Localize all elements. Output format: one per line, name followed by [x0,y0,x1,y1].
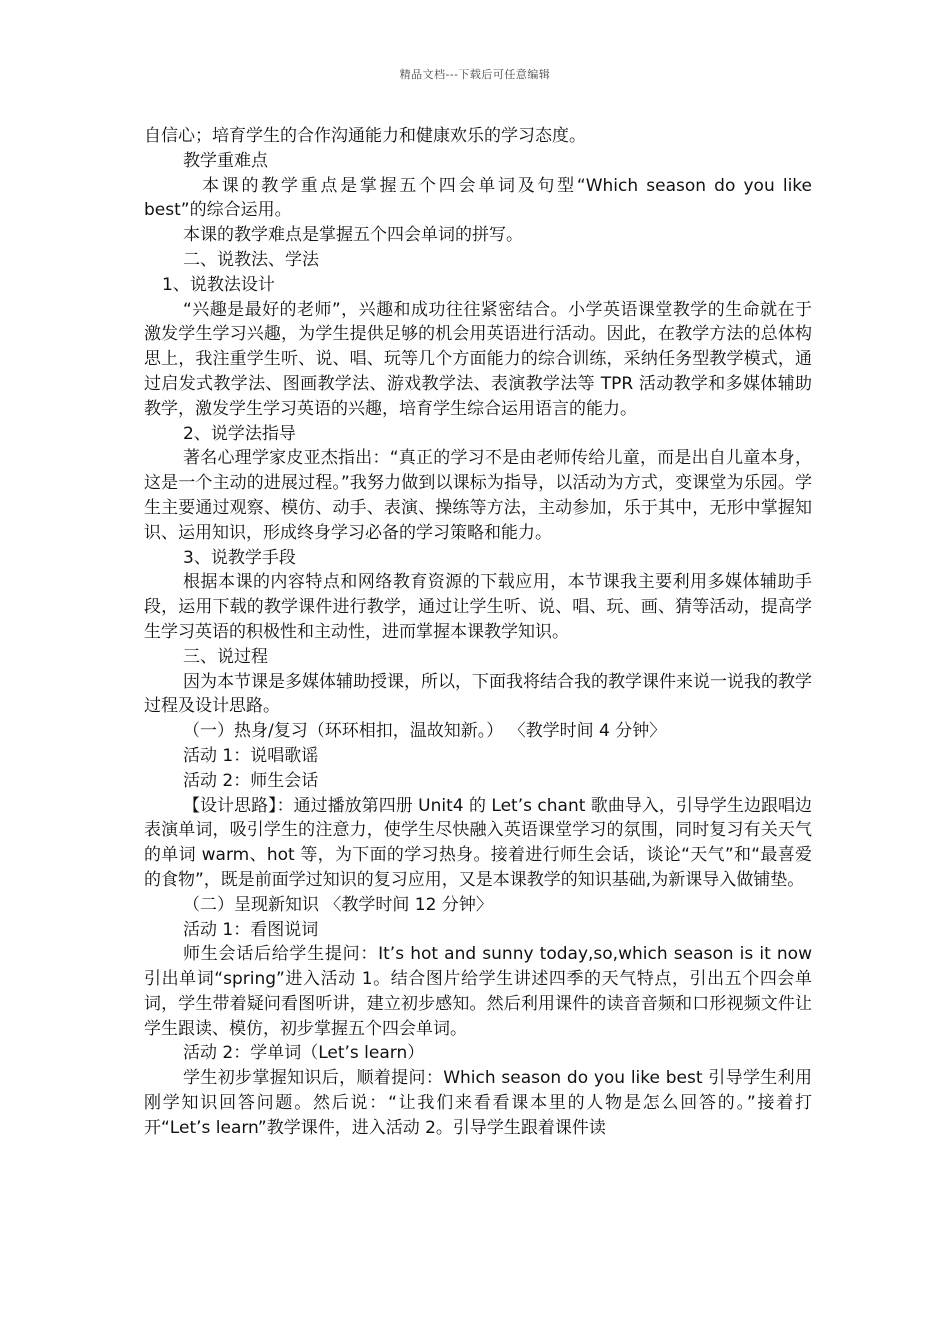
paragraph: 活动 1：说唱歌谣 [183,745,319,766]
paragraph: 活动 2：学单词（Let’s learn） [183,1043,425,1064]
paragraph: 师生会话后给学生提问：It’s hot and sunny today,so,which season is it now 引出单词“spring”进入活动 1。结合图片给学生讲述四季的天气特点，引出五个四会单词，学生带着疑问看图听讲，建立初步感知。然后利用课件的读音音频和口形视频文件让学生跟读、模仿，初步掌握五个四会单词。 [144,944,812,1039]
paragraph: 活动 1：看图说词 [183,919,319,940]
paragraph: 自信心；培育学生的合作沟通能力和健康欢乐的学习态度。 [144,126,586,146]
paragraph: 三、说过程 [183,646,268,667]
paragraph: 教学重难点 [183,150,268,171]
paragraph: （一）热身/复习（环环相扣，温故知新。） 〈教学时间 4 分钟〉 [183,721,667,742]
paragraph: （二）呈现新知识 〈教学时间 12 分钟〉 [183,894,493,915]
paragraph: 2、说学法指导 [183,423,296,444]
paragraph: 本课的教学难点是掌握五个四会单词的拼写。 [183,225,523,246]
paragraph: 二、说教法、学法 [183,249,319,270]
paragraph: 本课的教学重点是掌握五个四会单词及句型“Which season do you like best”的综合运用。 [144,175,812,221]
paragraph: 活动 2：师生会话 [183,770,319,791]
paragraph: 【设计思路】：通过播放第四册 Unit4 的 Let’s chant 歌曲导入，引导学生边跟唱边表演单词，吸引学生的注意力，使学生尽快融入英语课堂学习的氛围，同时复习有关天气的单词 warm、hot 等，为下面的学习热身。接着进行师生会话，谈论“天气”和“最喜爱的食物”，既是前面学过知识的复习应用，又是本课教学的知识基础,为新课导入做铺垫。 [144,795,812,890]
paragraph: 学生初步掌握知识后，顺着提问：Which season do you like best 引导学生利用刚学知识回答问题。然后说：“让我们来看看课本里的人物是怎么回答的。”接着打开“Let’s learn”教学课件，进入活动 2。引导学生跟着课件读 [144,1068,812,1138]
paragraph: 根据本课的内容特点和网络教育资源的下载应用，本节课我主要利用多媒体辅助手段，运用下载的教学课件进行教学，通过让学生听、说、唱、玩、画、猜等活动，提高学生学习英语的积极性和主动性，进而掌握本课教学知识。 [144,572,812,642]
document-body [144,124,812,1141]
paragraph: 因为本节课是多媒体辅助授课，所以，下面我将结合我的教学课件来说一说我的教学过程及设计思路。 [144,671,812,717]
paragraph: 著名心理学家皮亚杰指出：“真正的学习不是由老师传给儿童，而是出自儿童本身，这是一个主动的进展过程。”我努力做到以课标为指导，以活动为方式，变课堂为乐园。学生主要通过观察、模仿、动手、表演、操练等方法，主动参加，乐于其中，无形中掌握知识、运用知识，形成终身学习必备的学习策略和能力。 [144,448,812,543]
page-header: 精品文档---下载后可任意编辑 [399,68,551,81]
paragraph: 3、说教学手段 [183,547,296,568]
paragraph: 1、说教法设计 [162,274,275,295]
paragraph: “兴趣是最好的老师”，兴趣和成功往往紧密结合。小学英语课堂教学的生命就在于激发学生学习兴趣，为学生提供足够的机会用英语进行活动。因此，在教学方法的总体构思上，我注重学生听、说、唱、玩等几个方面能力的综合训练，采纳任务型教学模式，通过启发式教学法、图画教学法、游戏教学法、表演教学法等 TPR 活动教学和多媒体辅助教学，激发学生学习英语的兴趣，培育学生综合运用语言的能力。 [144,299,812,419]
